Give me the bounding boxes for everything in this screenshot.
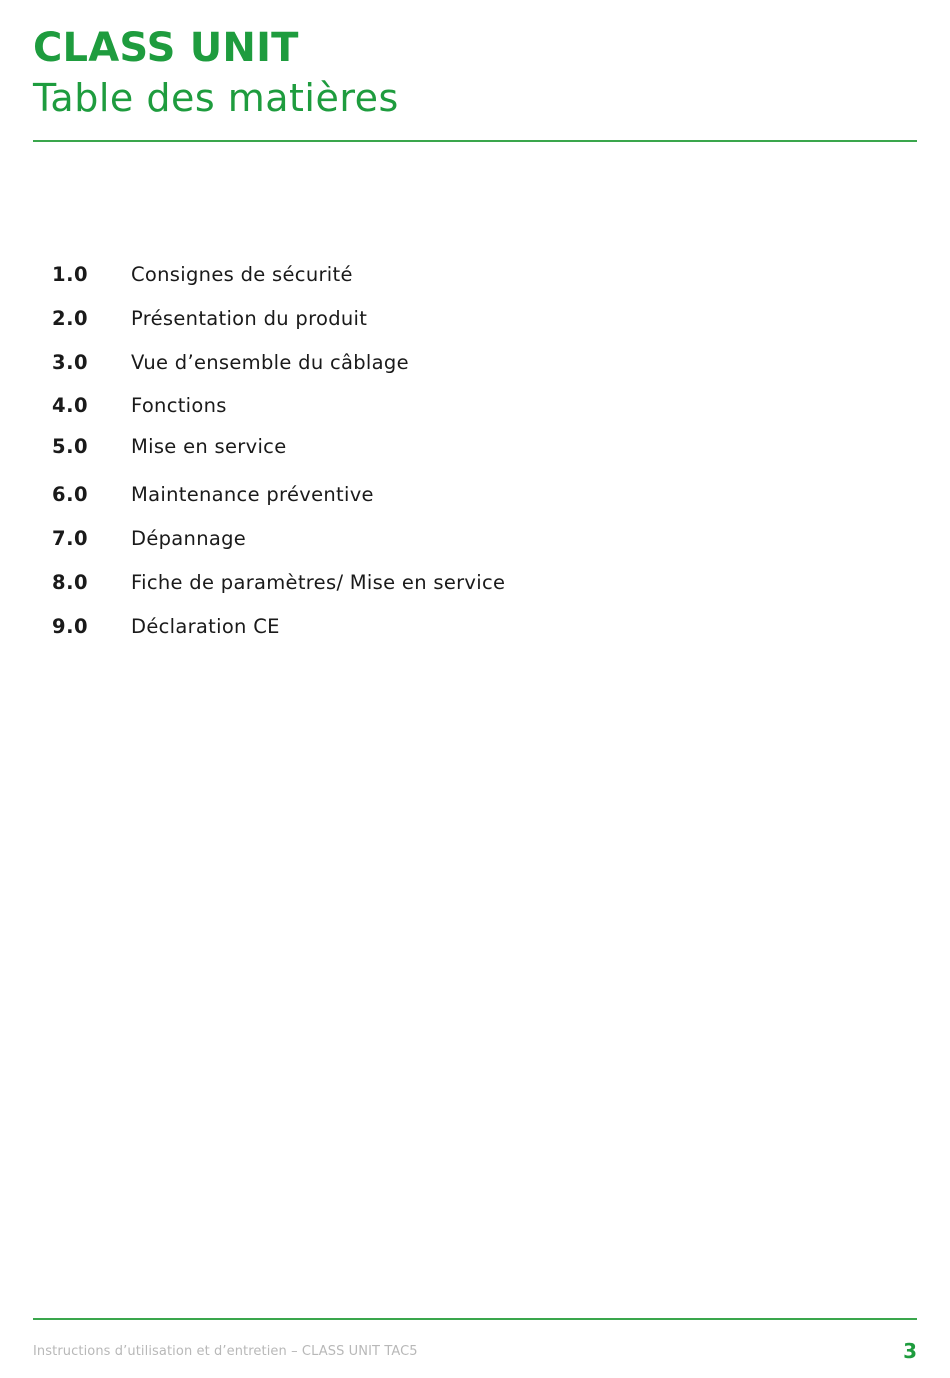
toc-item[interactable] bbox=[52, 256, 353, 292]
toc-item-number: 3.0 bbox=[52, 350, 89, 374]
toc-item-label: Présentation du produit bbox=[131, 306, 368, 330]
toc-item-number: 8.0 bbox=[52, 570, 89, 594]
toc-item[interactable] bbox=[52, 428, 287, 464]
toc-item-number: 1.0 bbox=[52, 262, 89, 286]
document-title: CLASS UNIT bbox=[33, 25, 299, 71]
toc-item-label: Fiche de paramètres/ Mise en service bbox=[131, 570, 506, 594]
toc-item[interactable] bbox=[52, 608, 280, 644]
toc-item-number: 6.0 bbox=[52, 482, 89, 506]
toc-item-number: 9.0 bbox=[52, 614, 89, 638]
toc-item[interactable] bbox=[52, 300, 367, 336]
toc-item-number: 5.0 bbox=[52, 434, 89, 458]
toc-item[interactable] bbox=[52, 564, 505, 600]
footer-divider bbox=[33, 1318, 917, 1320]
toc-item[interactable] bbox=[52, 476, 374, 512]
toc-item[interactable] bbox=[52, 344, 409, 380]
toc-item-label: Consignes de sécurité bbox=[131, 262, 353, 286]
footer-document-title: Instructions d’utilisation et d’entretien – CLASS UNIT TAC5 bbox=[33, 1344, 418, 1359]
toc-item-number: 4.0 bbox=[52, 393, 89, 417]
header-divider bbox=[33, 140, 917, 142]
toc-item-label: Fonctions bbox=[131, 393, 227, 417]
toc-item-number: 2.0 bbox=[52, 306, 89, 330]
toc-item-number: 7.0 bbox=[52, 526, 89, 550]
page-header bbox=[33, 22, 917, 122]
toc-item[interactable] bbox=[52, 520, 246, 556]
page-number: 3 bbox=[903, 1339, 917, 1363]
page-subtitle: Table des matières bbox=[33, 76, 399, 120]
toc-item-label: Dépannage bbox=[131, 526, 247, 550]
toc-item-label: Maintenance préventive bbox=[131, 482, 374, 506]
toc-item-label: Mise en service bbox=[131, 434, 287, 458]
toc-item-label: Déclaration CE bbox=[131, 614, 280, 638]
toc-item[interactable] bbox=[52, 387, 227, 423]
toc-item-label: Vue d’ensemble du câblage bbox=[131, 350, 409, 374]
